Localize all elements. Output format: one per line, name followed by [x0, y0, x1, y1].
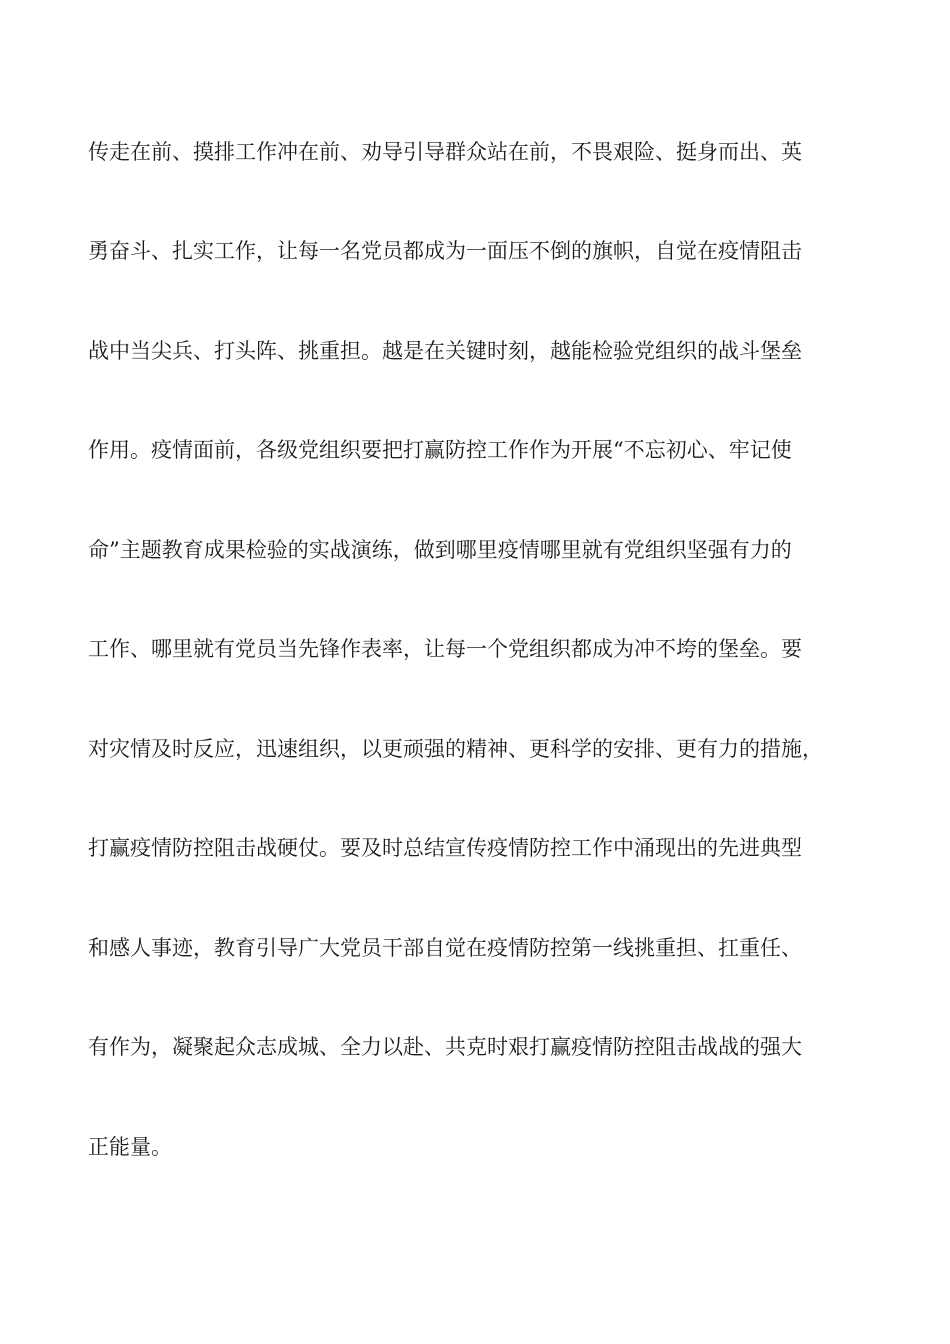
text-line: 勇奋斗、扎实工作，让每一名党员都成为一面压不倒的旗帜，自觉在疫情阻击: [88, 239, 802, 263]
text-line: 命”主题教育成果检验的实战演练，做到哪里疫情哪里就有党组织坚强有力的: [88, 538, 792, 562]
text-line: 战中当尖兵、打头阵、挑重担。越是在关键时刻，越能检验党组织的战斗堡垒: [88, 339, 802, 363]
text-line: 正能量。: [88, 1135, 172, 1159]
text-line: 有作为，凝聚起众志成城、全力以赴、共克时艰打赢疫情防控阻击战战的强大: [88, 1035, 802, 1059]
text-line: 和感人事迹，教育引导广大党员干部自觉在疫情防控第一线挑重担、扛重任、: [88, 936, 802, 960]
text-line: 对灾情及时反应，迅速组织，以更顽强的精神、更科学的安排、更有力的措施，: [88, 737, 823, 761]
text-line: 工作、哪里就有党员当先锋作表率，让每一个党组织都成为冲不垮的堡垒。要: [88, 637, 802, 661]
text-line: 传走在前、摸排工作冲在前、劝导引导群众站在前，不畏艰险、挺身而出、英: [88, 140, 802, 164]
text-line: 打赢疫情防控阻击战硬仗。要及时总结宣传疫情防控工作中涌现出的先进典型: [88, 836, 802, 860]
text-line: 作用。疫情面前，各级党组织要把打赢防控工作作为开展“不忘初心、牢记使: [88, 438, 792, 462]
